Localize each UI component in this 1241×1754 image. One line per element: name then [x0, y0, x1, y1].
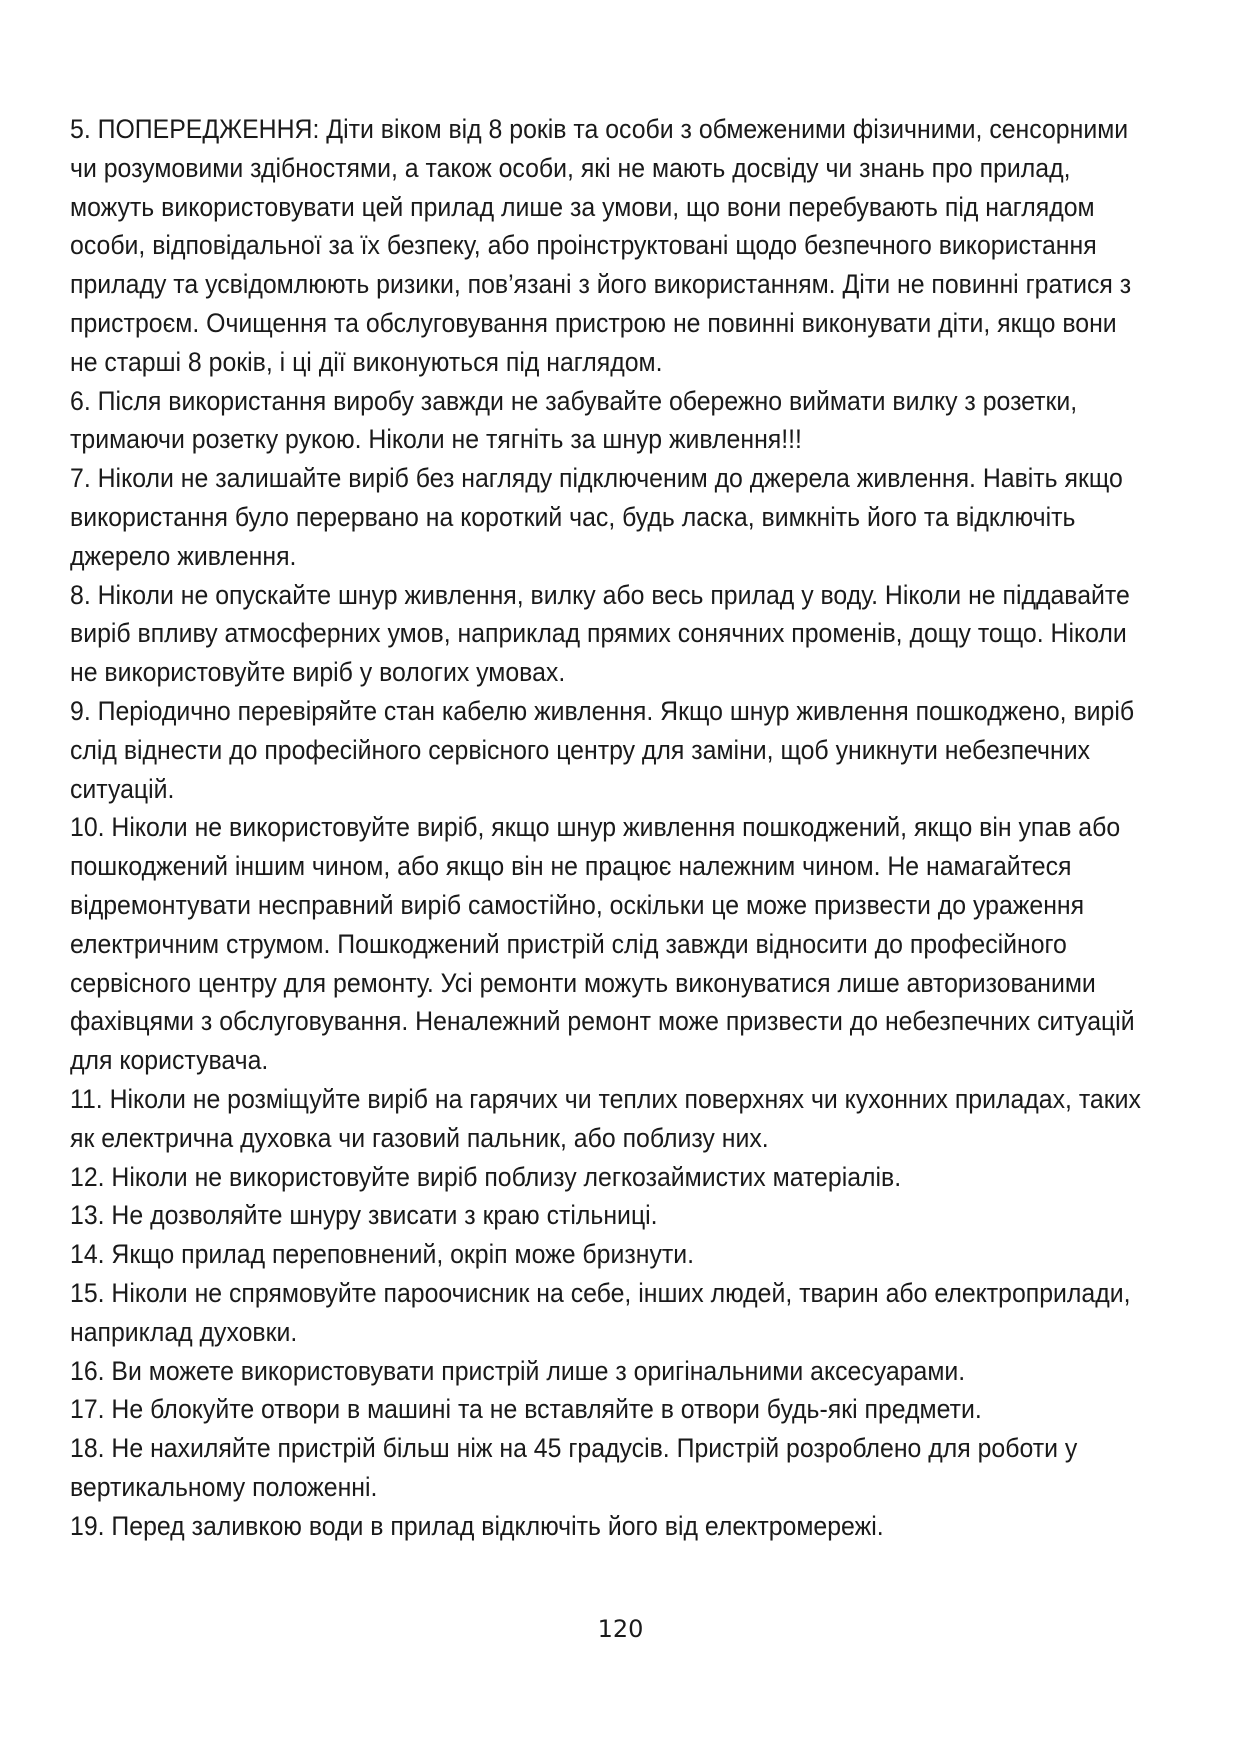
paragraph-item-17: 17. Не блокуйте отвори в машині та не вставляйте в отвори будь-які предмети.: [70, 1394, 982, 1425]
paragraph-item-14: 14. Якщо прилад переповнений, окріп може бризнути.: [70, 1239, 695, 1270]
paragraph-item-9: 9. Періодично перевіряйте стан кабелю живлення. Якщо шнур живлення пошкоджено, виріб слід віднести до професійного сервісного центру для заміни, щоб уникнути небезпечних ситуацій.: [70, 695, 1135, 804]
paragraph-warning-5: 5. ПОПЕРЕДЖЕННЯ: Діти віком від 8 років та особи з обмеженими фізичними, сенсорними чи розумовими здібностями, а також особи, які не мають досвіду чи знань про прилад, можуть використовувати цей прилад лише за умови, що вони перебувають під наглядом особи, відповідальної за їх безпеку, або проінструктовані щодо безпечного використання приладу та усвідомлюють ризики, пов’язані з його використанням. Діти не повинні гратися з пристроєм. Очищення та обслуговування пристрою не повинні виконувати діти, якщо вони не старші 8 років, і ці дії виконуються під наглядом.: [70, 114, 1132, 377]
paragraph-item-19: 19. Перед заливкою води в прилад відключіть його від електромережі.: [70, 1510, 884, 1541]
paragraph-item-12: 12. Ніколи не використовуйте виріб поблизу легкозаймистих матеріалів.: [70, 1161, 902, 1192]
paragraph-item-7: 7. Ніколи не залишайте виріб без нагляду підключеним до джерела живлення. Навіть якщо використання було перервано на короткий час, будь ласка, вимкніть його та відключіть джерело живлення.: [70, 463, 1123, 571]
paragraph-item-6: 6. Після використання виробу завжди не забувайте обережно виймати вилку з розетки, тримаючи розетку рукою. Ніколи не тягніть за шнур живлення!!!: [70, 385, 1078, 455]
paragraph-item-8: 8. Ніколи не опускайте шнур живлення, вилку або весь прилад у воду. Ніколи не піддавайте виріб впливу атмосферних умов, наприклад прямих сонячних променів, дощу тощо. Ніколи не використовуйте виріб у вологих умовах.: [70, 579, 1130, 688]
paragraph-item-16: 16. Ви можете використовувати пристрій лише з оригінальними аксесуарами.: [70, 1355, 966, 1386]
paragraph-item-13: 13. Не дозволяйте шнуру звисати з краю стільниці.: [70, 1200, 658, 1231]
page-number: 120: [597, 1615, 644, 1643]
paragraph-item-18: 18. Не нахиляйте пристрій більш ніж на 45 градусів. Пристрій розроблено для роботи у вертикальному положенні.: [70, 1433, 1078, 1502]
paragraph-item-10: 10. Ніколи не використовуйте виріб, якщо шнур живлення пошкоджений, якщо він упав або пошкоджений іншим чином, або якщо він не працює належним чином. Не намагайтеся відремонтувати несправний виріб самостійно, оскільки це може призвести до ураження електричним струмом. Пошкоджений пристрій слід завжди відносити до професійного сервісного центру для ремонту. Усі ремонти можуть виконуватися лише авторизованими фахівцями з обслуговування. Неналежний ремонт може призвести до небезпечних ситуацій для користувача.: [70, 812, 1135, 1076]
paragraph-item-11: 11. Ніколи не розміщуйте виріб на гарячих чи теплих поверхнях чи кухонних приладах, таких як електрична духовка чи газовий пальник, або поблизу них.: [70, 1083, 1141, 1153]
paragraph-item-15: 15. Ніколи не спрямовуйте пароочисник на себе, інших людей, тварин або електроприлади, наприклад духовки.: [70, 1277, 1131, 1347]
safety-instructions-text: [70, 110, 1150, 1545]
